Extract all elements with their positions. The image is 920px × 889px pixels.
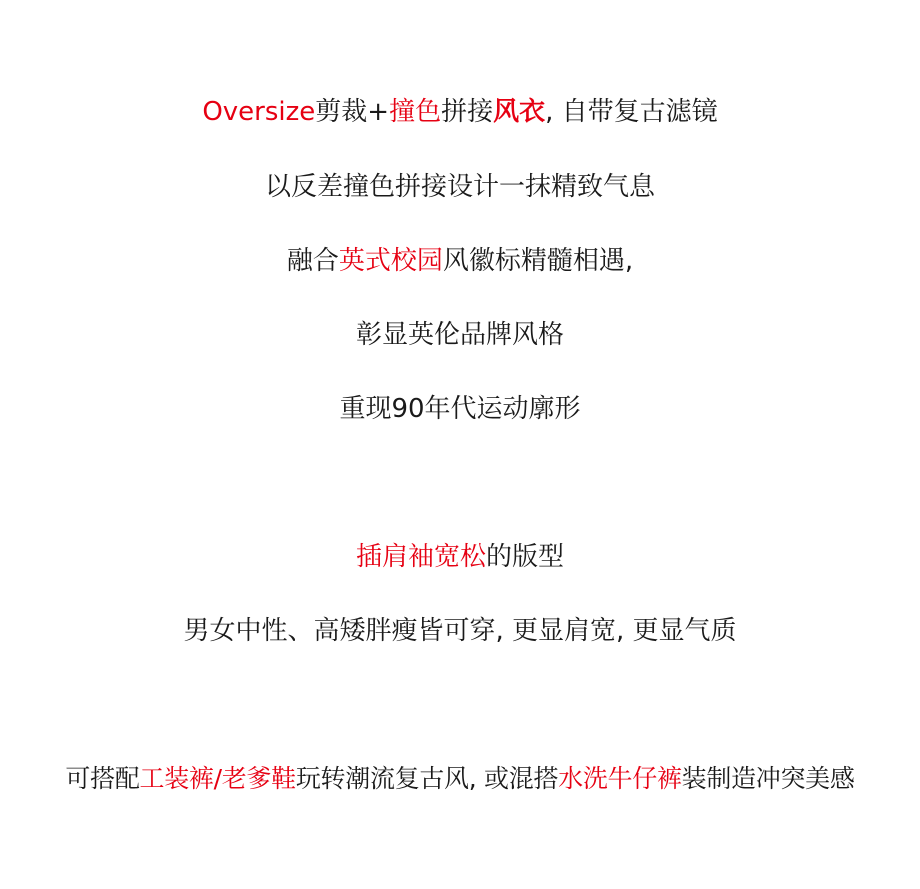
text-line-5: 重现90年代运动廓形	[339, 394, 581, 424]
text-splicing: 拼接	[441, 97, 494, 127]
text-contrast-color: 撞色	[389, 97, 442, 127]
text-line-1	[0, 95, 920, 129]
text-line-7: 男女中性、高矮胖瘦皆可穿, 更显肩宽, 更显气质	[183, 616, 737, 646]
text-fusion: 融合	[286, 246, 339, 276]
text-pair-with: 可搭配	[65, 764, 140, 793]
text-line-4: 彰显英伦品牌风格	[355, 320, 564, 350]
text-contrast-beauty: 装制造冲突美感	[681, 764, 855, 793]
text-line-3	[0, 244, 920, 278]
text-retro-filter: , 自带复古滤镜	[545, 97, 718, 127]
text-oversize: Oversize	[202, 97, 316, 127]
text-raglan-sleeve: 插肩袖宽松	[355, 542, 486, 572]
text-fit: 的版型	[486, 542, 565, 572]
text-line-8	[0, 762, 920, 796]
text-line-6	[0, 540, 920, 574]
text-windbreaker: 风衣	[493, 97, 546, 127]
text-retro-style: 玩转潮流复古风, 或混搭	[295, 764, 559, 793]
text-cut: 剪裁+	[315, 97, 390, 127]
text-washed-jeans: 水洗牛仔裤	[558, 764, 682, 793]
text-line-2: 以反差撞色拼接设计一抹精致气息	[264, 172, 655, 202]
text-cargo-pants-dad-shoes: 工装裤/老爹鞋	[139, 764, 296, 793]
text-emblem: 风徽标精髓相遇,	[442, 246, 634, 276]
text-british-campus: 英式校园	[338, 246, 443, 276]
